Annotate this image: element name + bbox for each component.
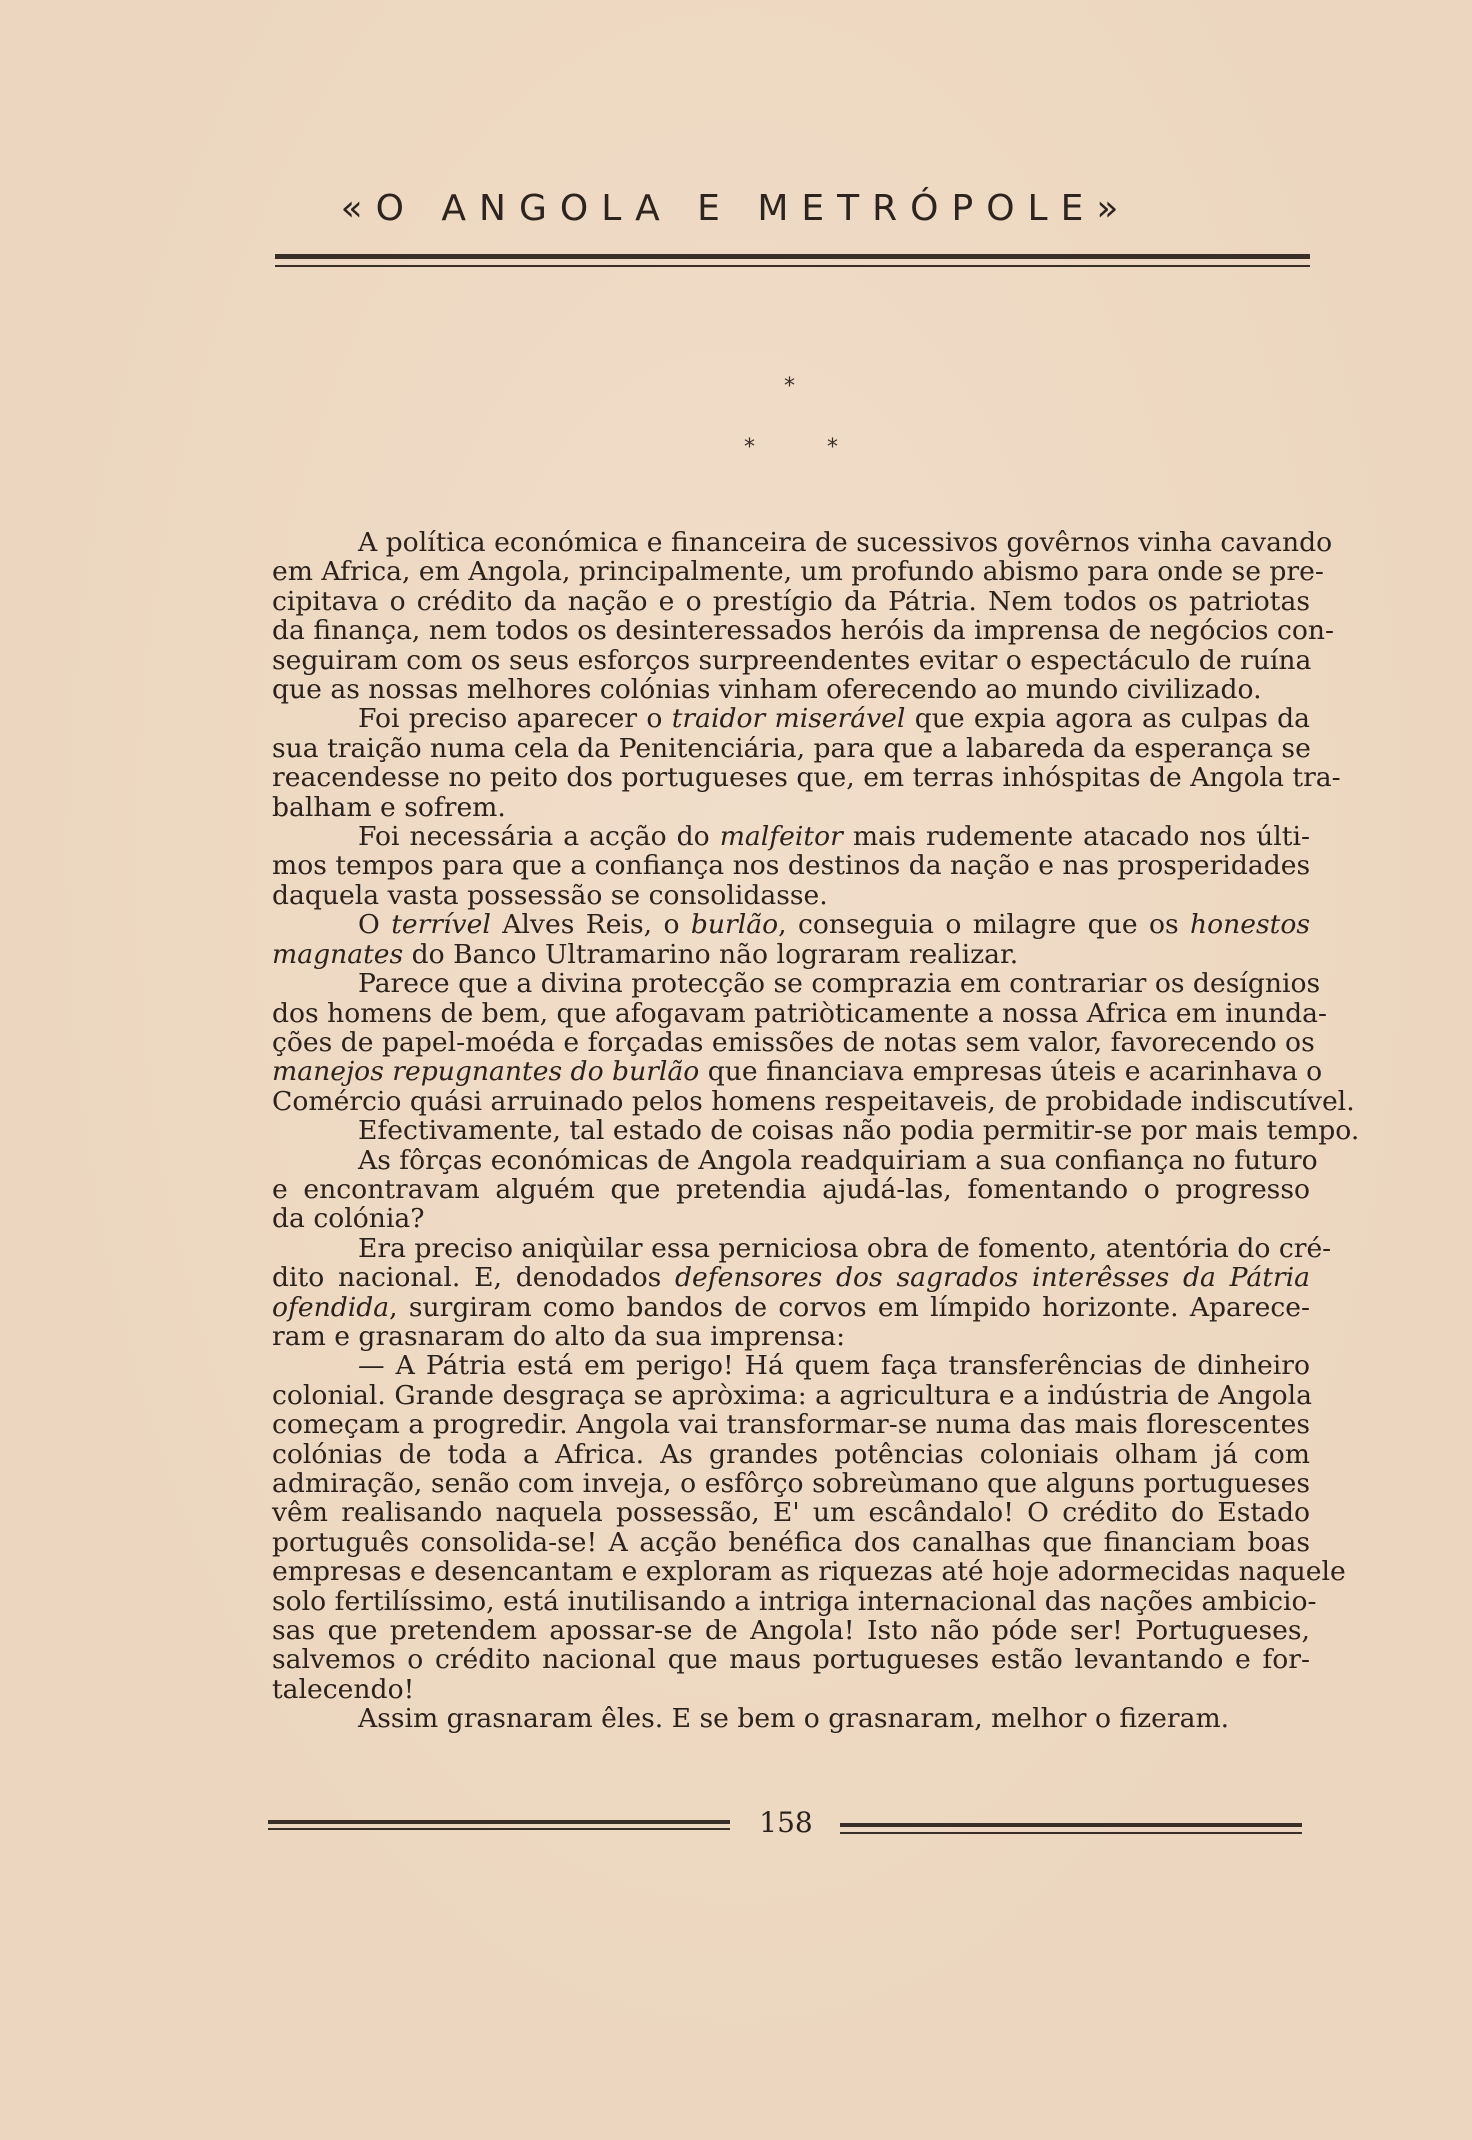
text-line: português consolida-se! A acção benéfica dos canalhas que financiam boas: [272, 1526, 1310, 1558]
text-line: e encontravam alguém que pretendia ajudá-las, fomentando o progresso: [272, 1173, 1310, 1205]
text-line: As fôrças económicas de Angola readquiriam a sua confiança no futuro: [358, 1144, 1318, 1176]
text-line: dito nacional. E, denodados defensores dos sagrados interêsses da Pátria: [272, 1262, 1310, 1294]
text-line: sua traição numa cela da Penitenciária, para que a labareda da esperança se: [272, 732, 1311, 764]
paragraph: [272, 703, 1341, 823]
paragraph: [272, 1144, 1318, 1235]
paragraph: [272, 1115, 1360, 1147]
text-line: balham e sofrem.: [272, 791, 506, 823]
header-rule-thick: [275, 254, 1310, 259]
paragraph: [272, 822, 1310, 910]
footer-rule-left-thick: [268, 1820, 730, 1824]
footer-rule-right-thick: [840, 1823, 1302, 1827]
text-line: Comércio quási arruinado pelos homens respeitaveis, de probidade indiscutível.: [272, 1085, 1355, 1117]
footer-rule-right-thin: [840, 1832, 1302, 1834]
text-line: Foi necessária a acção do malfeitor mais rudemente atacado nos últi-: [358, 821, 1310, 853]
text-line: manejos repugnantes do burlão que financiava empresas úteis e acarinhava o: [272, 1056, 1323, 1088]
paragraph: [272, 1232, 1332, 1352]
paragraph: [272, 1704, 1310, 1733]
paragraph: [272, 1350, 1346, 1705]
text-line: que as nossas melhores colónias vinham oferecendo ao mundo civilizado.: [272, 674, 1262, 706]
footer-rule-left-thin: [268, 1828, 730, 1830]
page-number: 158: [759, 1806, 813, 1839]
text-line: talecendo!: [272, 1673, 415, 1705]
paragraph: [272, 968, 1355, 1117]
text-line: A política económica e financeira de sucessivos govêrnos vinha cavando: [358, 527, 1333, 558]
text-line: — A Pátria está em perigo! Há quem faça transferências de dinheiro: [358, 1350, 1310, 1382]
text-line: O terrível Alves Reis, o burlão, conseguia o milagre que os honestos: [358, 909, 1311, 941]
text-line: admiração, senão com inveja, o esfôrço sobreùmano que alguns portugueses: [272, 1468, 1310, 1499]
text-line: ções de papel-moéda e forçadas emissões de notas sem valor, favorecendo os: [272, 1026, 1315, 1058]
text-line: Assim grasnaram êles. E se bem o grasnaram, melhor o fizeram.: [358, 1703, 1230, 1735]
text-line: dos homens de bem, que afogavam patriòticamente a nossa Africa em inunda-: [272, 997, 1327, 1029]
paragraph: [272, 527, 1334, 706]
page-title: «O ANGOLA E METRÓPOLE»: [340, 188, 1132, 229]
paragraph: [272, 910, 1310, 969]
text-line: salvemos o crédito nacional que maus portugueses estão levantando e for-: [272, 1644, 1310, 1676]
text-line: ram e grasnaram do alto da sua imprensa:: [272, 1320, 846, 1352]
asterism-star-top: *: [784, 374, 795, 399]
text-line: mos tempos para que a confiança nos destinos da nação e nas prosperidades: [272, 850, 1311, 882]
text-line: Era preciso aniqùilar essa perniciosa obra de fomento, atentória do cré-: [358, 1232, 1332, 1264]
text-line: ofendida, surgiram como bandos de corvos em límpido horizonte. Aparece-: [272, 1291, 1310, 1323]
text-line: vêm realisando naquela possessão, E' um escândalo! O crédito do Estado: [272, 1497, 1310, 1529]
text-line: daquela vasta possessão se consolidasse.: [272, 879, 828, 911]
asterism-star-left: *: [744, 435, 755, 460]
text-line: colónias de toda a Africa. As grandes potências coloniais olham já com: [272, 1438, 1310, 1470]
text-line: da finança, nem todos os desinteressados heróis da imprensa de negócios con-: [272, 615, 1334, 647]
text-line: empresas e desencantam e exploram as riquezas até hoje adormecidas naquele: [272, 1556, 1346, 1588]
asterism-star-right: *: [827, 435, 838, 460]
text-line: Efectivamente, tal estado de coisas não podia permitir-se por mais tempo.: [358, 1115, 1360, 1147]
text-line: solo fertilíssimo, está inutilisando a intriga internacional das nações ambicio-: [272, 1585, 1317, 1617]
text-line: seguiram com os seus esforços surpreendentes evitar o espectáculo de ruína: [272, 644, 1312, 676]
text-line: Parece que a divina protecção se comprazia em contrariar os desígnios: [358, 968, 1321, 1000]
text-line: sas que pretendem apossar-se de Angola! Isto não póde ser! Portugueses,: [272, 1615, 1310, 1647]
header-rule-thin: [275, 265, 1310, 267]
text-line: magnates do Banco Ultramarino não lograram realizar.: [272, 938, 1019, 970]
text-line: reacendesse no peito dos portugueses que, em terras inhóspitas de Angola tra-: [272, 762, 1341, 794]
body-text: [272, 527, 1360, 1735]
text-line: colonial. Grande desgraça se apròxima: a agricultura e a indústria de Angola: [272, 1379, 1312, 1411]
text-line: em Africa, em Angola, principalmente, um profundo abismo para onde se pre-: [272, 556, 1324, 588]
text-line: da colónia?: [272, 1203, 425, 1235]
text-line: cipitava o crédito da nação e o prestígio da Pátria. Nem todos os patriotas: [272, 585, 1310, 617]
text-line: começam a progredir. Angola vai transformar-se numa das mais florescentes: [272, 1409, 1310, 1441]
text-line: Foi preciso aparecer o traidor miserável que expia agora as culpas da: [358, 703, 1311, 735]
